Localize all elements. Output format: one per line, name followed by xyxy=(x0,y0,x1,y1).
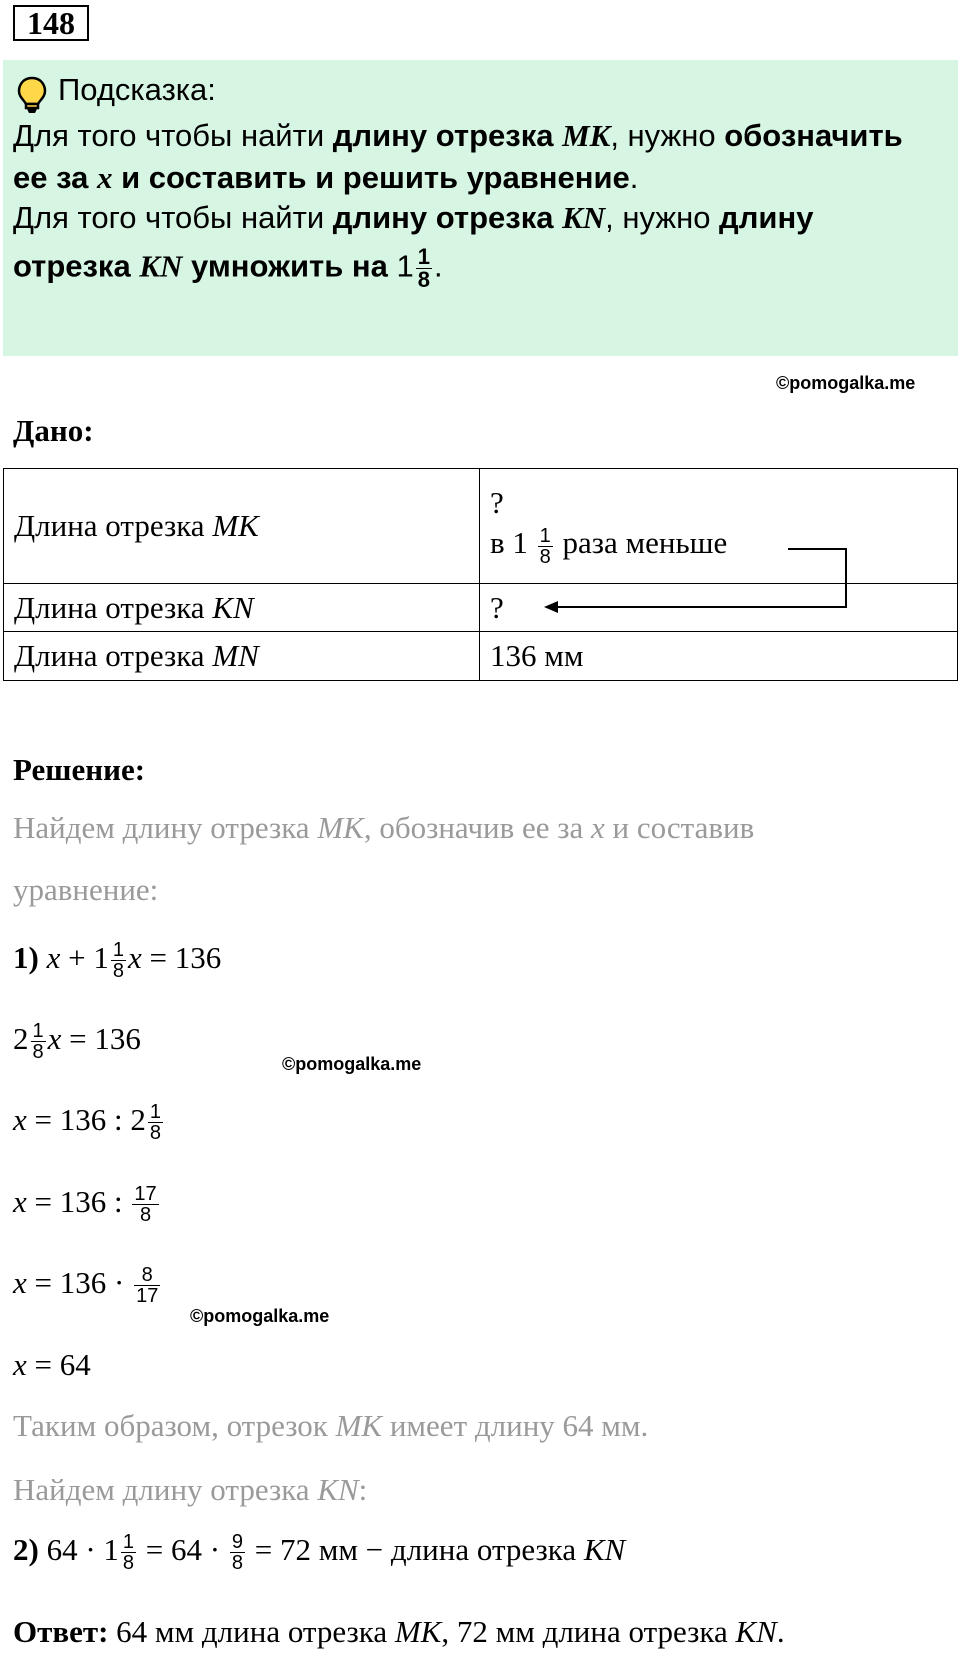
task-number: 148 xyxy=(13,5,89,41)
table-cell-value: ? в 1 $\frac{1}{8}$ раза меньше xyxy=(480,469,958,584)
solution-title: Решение: xyxy=(13,752,146,787)
solution-intro-2: уравнение: xyxy=(13,872,159,907)
equation-6: x = 64 xyxy=(13,1347,91,1382)
hint-line-4: отрезка KN умножить на 1 $\frac{1}{8}$ . xyxy=(13,244,443,292)
equation-step-2: 2) 64 · 1 $\frac{1}{8}$ = 64 · $\frac{9}{8}$ = 72 мм − длина отрезка KN xyxy=(13,1531,626,1575)
table-cell-label: Длина отрезка MK xyxy=(4,469,480,584)
given-title: Дано: xyxy=(13,413,94,448)
fraction: $\frac{1}{8}$ xyxy=(539,524,551,568)
fraction: $\frac{8}{17}$ xyxy=(136,1264,159,1308)
fraction: $\frac{9}{8}$ xyxy=(231,1531,243,1575)
watermark: ©pomogalka.me xyxy=(282,1054,422,1074)
conclusion-1: Таким образом, отрезок MK имеет длину 64 мм. xyxy=(13,1408,649,1443)
equation-2: 2 $\frac{1}{8}$ x = 136 xyxy=(13,1020,141,1064)
hint-title: Подсказка: xyxy=(58,72,216,107)
watermark: ©pomogalka.me xyxy=(190,1306,330,1326)
fraction: $\frac{17}{8}$ xyxy=(134,1183,157,1227)
table-cell-label: Длина отрезка MN xyxy=(4,632,480,681)
solution-intro-1: Найдем длину отрезка MK, обозначив ее за x и составив xyxy=(13,810,755,845)
fraction: $\frac{1}{8}$ xyxy=(122,1531,135,1575)
fraction: $\frac{1}{8}$ xyxy=(112,939,124,983)
fraction: $\frac{1}{8}$ xyxy=(417,244,430,292)
fraction: $\frac{1}{8}$ xyxy=(32,1020,44,1064)
hint-line-3: Для того чтобы найти длину отрезка KN, нужно длину xyxy=(13,200,814,235)
hint-line-2: ее за x и составить и решить уравнение. xyxy=(13,160,639,195)
table-cell-label: Длина отрезка KN xyxy=(4,584,480,632)
table-cell-value: ? xyxy=(480,584,958,632)
solution-intro-3: Найдем длину отрезка KN: xyxy=(13,1472,368,1507)
hint-line-1: Для того чтобы найти длину отрезка MK, нужно обозначить xyxy=(13,118,903,153)
fraction: $\frac{1}{8}$ xyxy=(149,1101,161,1145)
equation-4: x = 136 : $\frac{17}{8}$ xyxy=(13,1183,157,1227)
answer-line: Ответ: 64 мм длина отрезка MK, 72 мм длина отрезка KN. xyxy=(13,1614,785,1649)
watermark: ©pomogalka.me xyxy=(776,373,916,393)
equation-3: x = 136 : 2 $\frac{1}{8}$ xyxy=(13,1101,161,1145)
table-cell-value: 136 мм xyxy=(480,632,958,681)
equation-5: x = 136 · $\frac{8}{17}$ xyxy=(13,1264,159,1308)
equation-step-1: 1) x + 1 $\frac{1}{8}$ x = 136 xyxy=(13,939,222,983)
